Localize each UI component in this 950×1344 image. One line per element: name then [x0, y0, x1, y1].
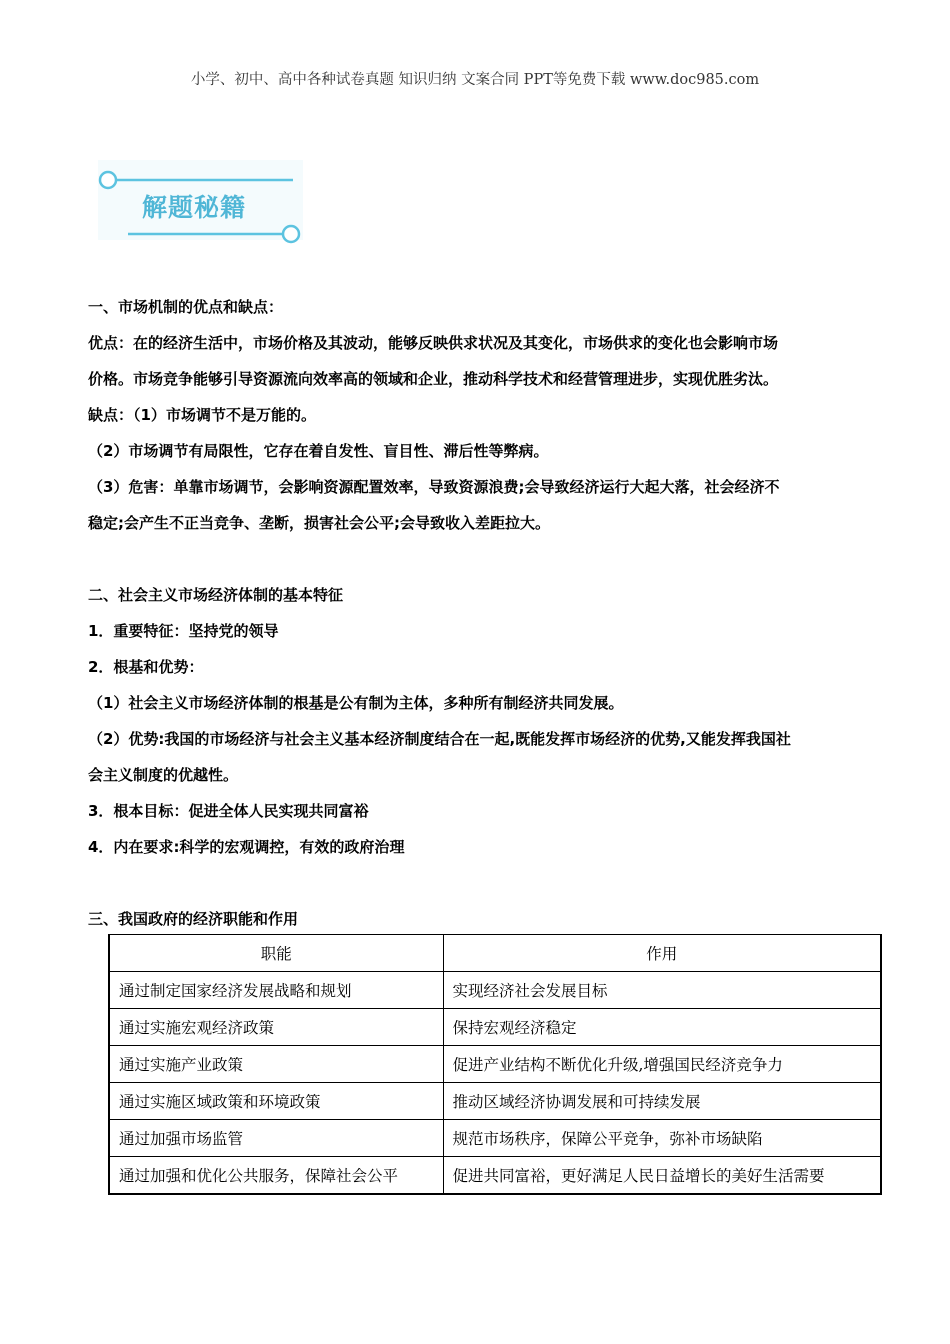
table-row: [109, 1120, 881, 1157]
spacer: [88, 541, 878, 577]
section3-title: 三、我国政府的经济职能和作用: [88, 910, 299, 928]
section1-line: 优点：在的经济生活中，市场价格及其波动，能够反映供求状况及其变化，市场供求的变化也会影响市场: [88, 334, 779, 352]
spacer: [88, 865, 878, 901]
table-cell: 通过制定国家经济发展战略和规划: [109, 972, 443, 1009]
table-row: [109, 1083, 881, 1120]
table-header-cell: 职能: [109, 935, 443, 972]
table-cell: 通过加强市场监管: [109, 1120, 443, 1157]
section2-title: 二、社会主义市场经济体制的基本特征: [88, 586, 344, 604]
section2-line: 2．根基和优势：: [88, 658, 204, 676]
table-row: [109, 1046, 881, 1083]
section1-line: 价格。市场竞争能够引导资源流向效率高的领域和企业，推动科学技术和经营管理进步，实现优胜劣汰。: [88, 370, 779, 388]
section1-line: 缺点：（1）市场调节不是万能的。: [88, 406, 316, 424]
main-content: [88, 289, 878, 937]
banner-circle-left: [100, 172, 116, 188]
table-cell: 规范市场秩序，保障公平竞争，弥补市场缺陷: [443, 1120, 881, 1157]
table-cell: 推动区域经济协调发展和可持续发展: [443, 1083, 881, 1120]
table-row: [109, 972, 881, 1009]
table-cell: 通过实施区域政策和环境政策: [109, 1083, 443, 1120]
table-cell: 通过实施产业政策: [109, 1046, 443, 1083]
section1-line: （3）危害：单靠市场调节，会影响资源配置效率，导致资源浪费;会导致经济运行大起大落，社会经济不: [88, 478, 780, 496]
table-row: [109, 1009, 881, 1046]
functions-table: [108, 934, 882, 1195]
table-cell: 促进产业结构不断优化升级,增强国民经济竞争力: [443, 1046, 881, 1083]
section1-line: （2）市场调节有局限性，它存在着自发性、盲目性、滞后性等弊病。: [88, 442, 549, 460]
table-cell: 通过实施宏观经济政策: [109, 1009, 443, 1046]
section1-line: 稳定;会产生不正当竞争、垄断，损害社会公平;会导致收入差距拉大。: [88, 514, 551, 532]
section2-line: 4．内在要求:科学的宏观调控，有效的政府治理: [88, 838, 405, 856]
section2-line: （2）优势:我国的市场经济与社会主义基本经济制度结合在一起,既能发挥市场经济的优势,又能发挥我国社: [88, 730, 791, 748]
page-header: 小学、初中、高中各种试卷真题 知识归纳 文案合同 PPT等免费下载 www.doc985.com: [190, 72, 760, 88]
table-cell: 通过加强和优化公共服务，保障社会公平: [109, 1157, 443, 1195]
section1-title: 一、市场机制的优点和缺点：: [88, 298, 284, 316]
section2-line: 3．根本目标：促进全体人民实现共同富裕: [88, 802, 369, 820]
table-cell: 促进共同富裕，更好满足人民日益增长的美好生活需要: [443, 1157, 881, 1195]
table-header-cell: 作用: [443, 935, 881, 972]
table-cell: 保持宏观经济稳定: [443, 1009, 881, 1046]
section2-line: 会主义制度的优越性。: [88, 766, 239, 784]
banner-circle-right: [283, 226, 299, 242]
table-cell: 实现经济社会发展目标: [443, 972, 881, 1009]
table-row: [109, 1157, 881, 1195]
banner-title: 解题秘籍: [142, 193, 247, 222]
table-header-row: [109, 935, 881, 972]
section2-line: 1．重要特征：坚持党的领导: [88, 622, 279, 640]
section2-line: （1）社会主义市场经济体制的根基是公有制为主体，多种所有制经济共同发展。: [88, 694, 624, 712]
